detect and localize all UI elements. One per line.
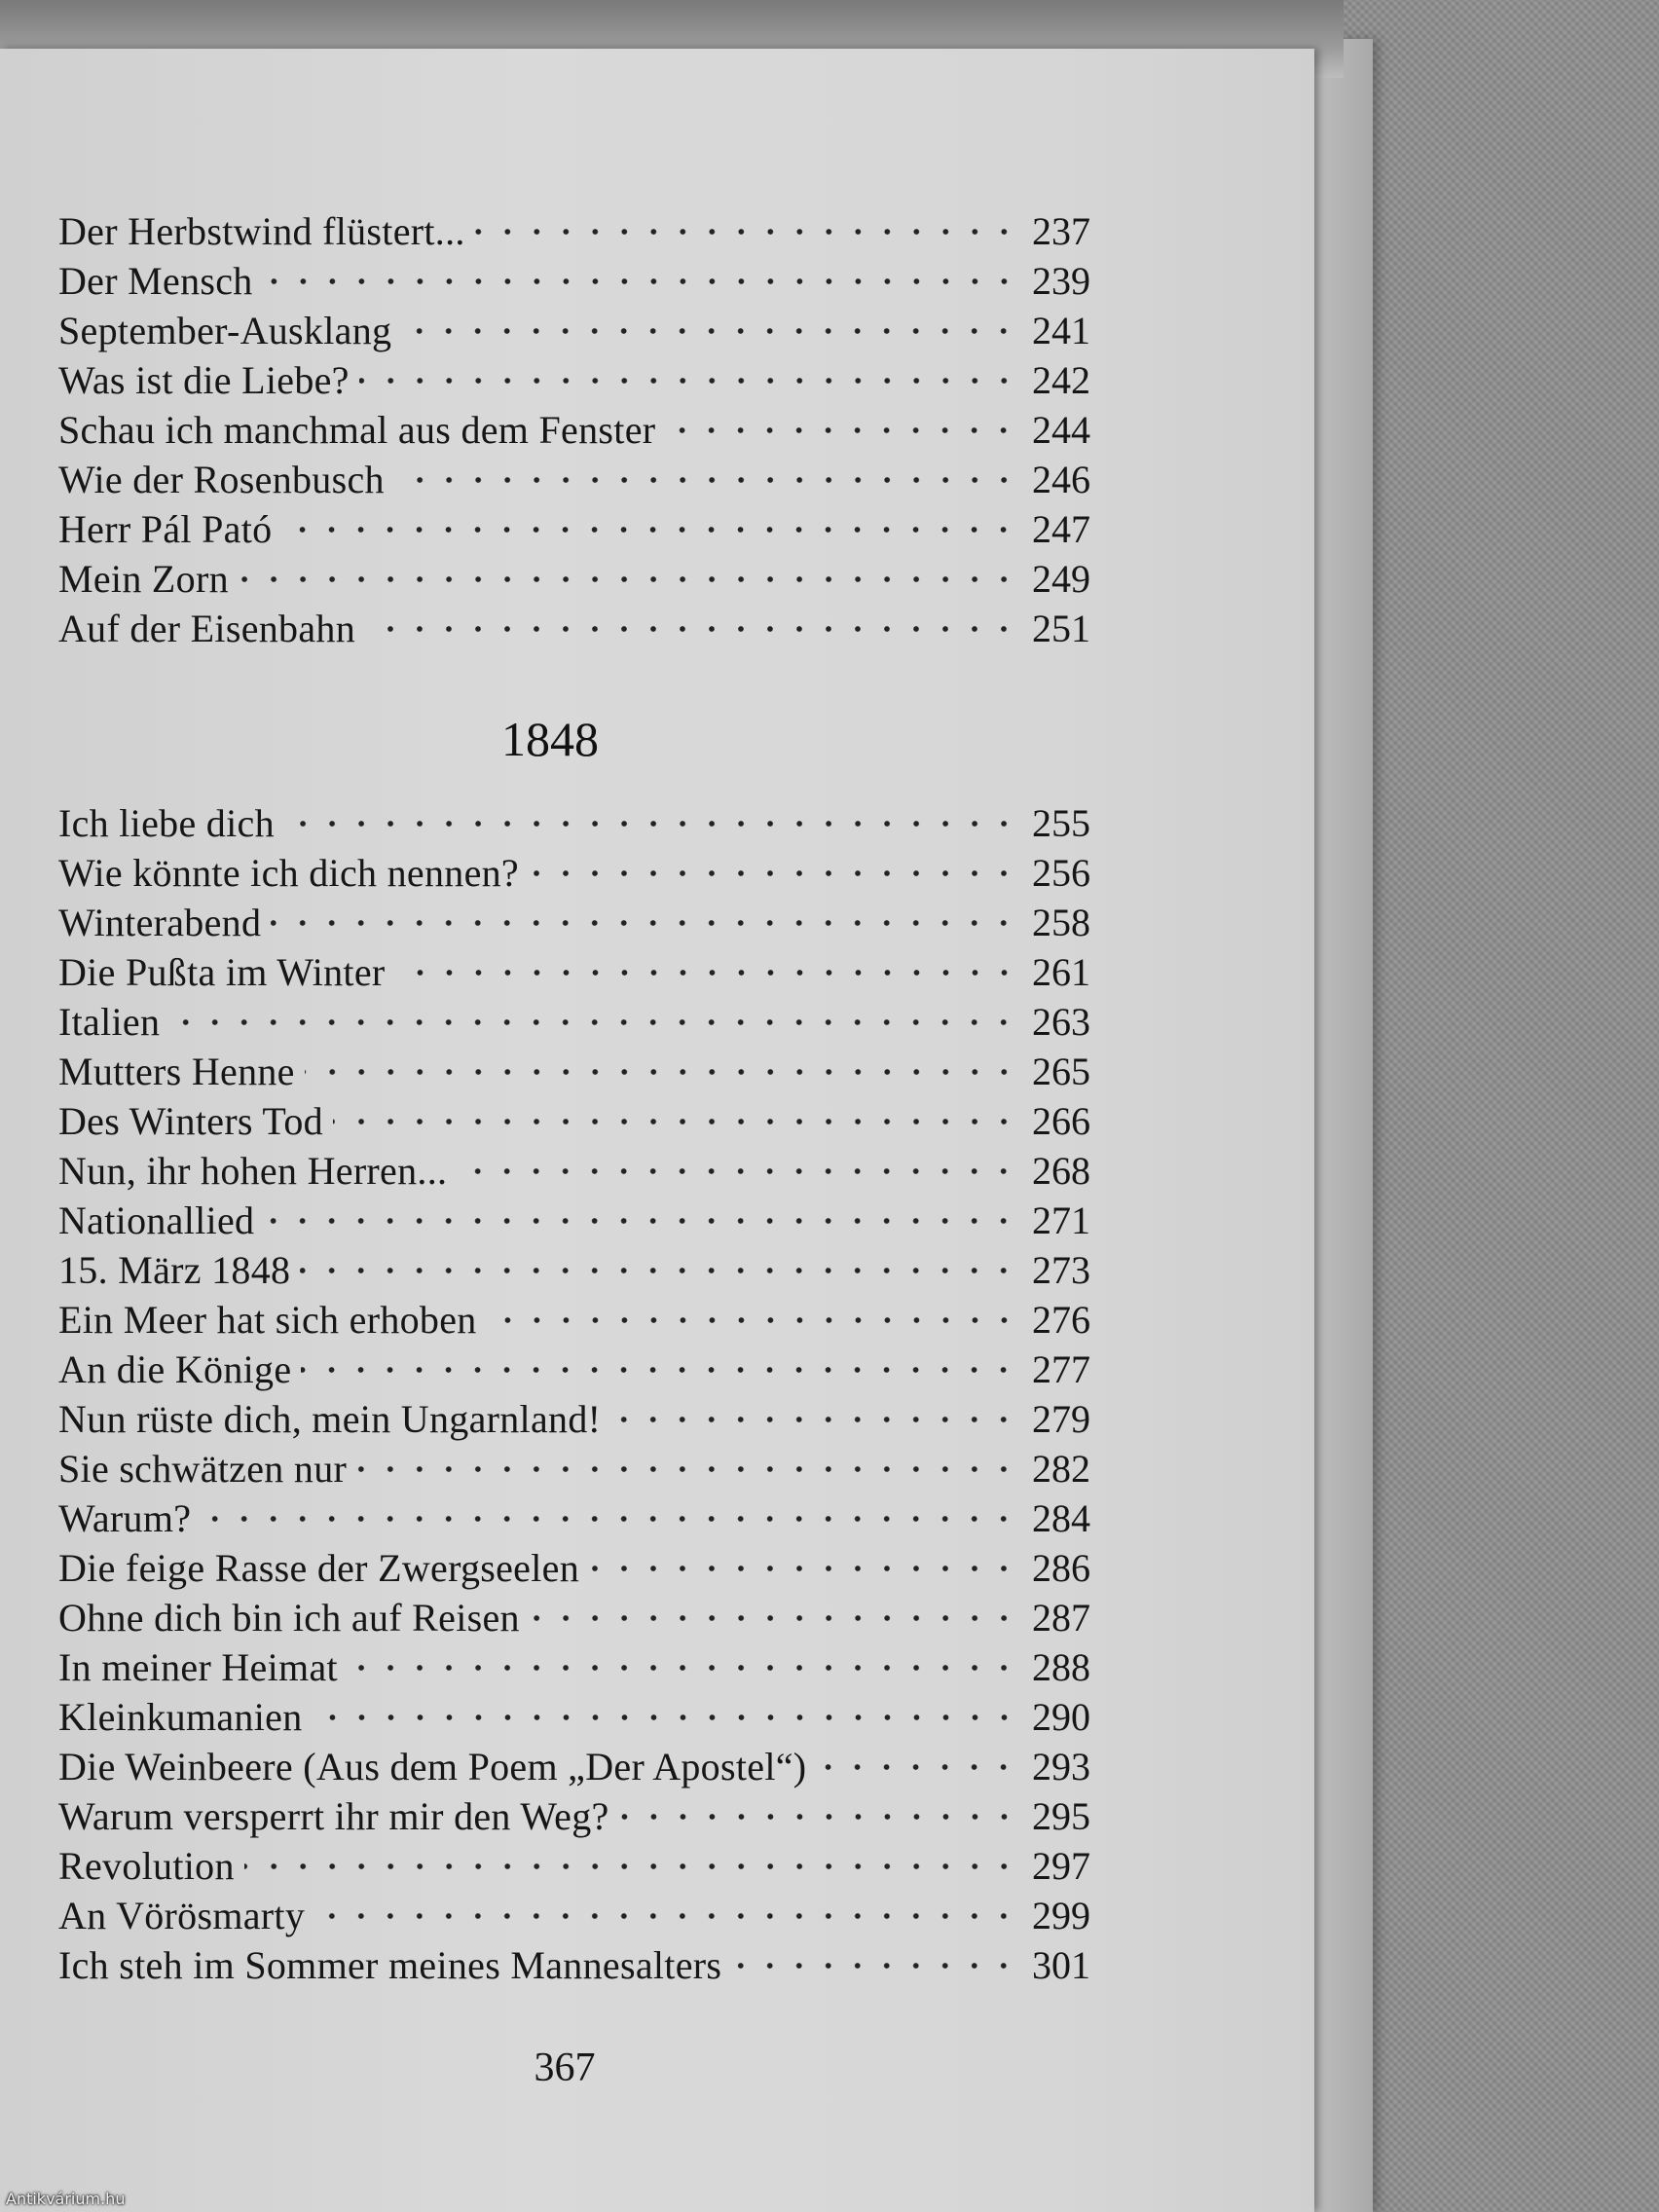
- toc-entry-page: 266: [1032, 1099, 1090, 1143]
- toc-list-before: [58, 206, 1090, 653]
- toc-entry-title: Der Herbstwind flüstert...: [58, 209, 465, 253]
- dot-leader: [665, 424, 1018, 437]
- dot-leader: [365, 622, 1018, 636]
- toc-entry-title: Nun, ihr hohen Herren...: [58, 1149, 448, 1193]
- toc-entry-page: 244: [1032, 408, 1090, 452]
- toc-entry-page: 268: [1032, 1149, 1090, 1193]
- toc-entry-page: 287: [1032, 1596, 1090, 1640]
- toc-entry: [58, 1543, 1090, 1593]
- toc-entry: [58, 504, 1090, 554]
- dot-leader: [284, 817, 1018, 830]
- toc-entry: [58, 848, 1090, 898]
- dot-leader: [589, 1562, 1018, 1575]
- toc-entry-title: Sie schwätzen nur: [58, 1447, 348, 1491]
- toc-entry: [58, 1196, 1090, 1245]
- page-number: 367: [534, 2046, 596, 2090]
- toc-entry-title: Italien: [58, 1000, 161, 1044]
- toc-entry: [58, 1742, 1090, 1791]
- toc-entry-title: Wie könnte ich dich nennen?: [58, 851, 519, 895]
- dot-leader: [301, 1363, 1018, 1377]
- toc-entry-title: Ohne dich bin ich auf Reisen: [58, 1596, 520, 1640]
- watermark-text: Antikvárium.hu: [6, 2190, 126, 2208]
- toc-entry-page: 301: [1032, 1943, 1090, 1987]
- toc-entry-title: 15. März 1848: [58, 1248, 291, 1292]
- toc-entry-title: Auf der Eisenbahn: [58, 607, 356, 650]
- toc-entry-page: 290: [1032, 1695, 1090, 1739]
- toc-entry-title: Ein Meer hat sich erhoben: [58, 1298, 477, 1342]
- dot-leader: [401, 324, 1018, 338]
- dot-leader: [264, 1214, 1018, 1228]
- toc-entry: [58, 405, 1090, 455]
- toc-entry: [58, 1841, 1090, 1891]
- toc-entry: [58, 1791, 1090, 1841]
- toc-entry: [58, 455, 1090, 504]
- toc-entry-title: Nun rüste dich, mein Ungarnland!: [58, 1397, 602, 1441]
- toc-entry: [58, 206, 1090, 256]
- toc-entry: [58, 798, 1090, 848]
- dot-leader: [356, 1462, 1018, 1476]
- toc-entry: [58, 947, 1090, 997]
- toc-entry-title: Revolution: [58, 1844, 235, 1888]
- dot-leader: [529, 866, 1018, 880]
- toc-entry-title: Mein Zorn: [58, 557, 229, 601]
- toc-entry-title: Warum versperrt ihr mir den Weg?: [58, 1794, 609, 1838]
- toc-entry-title: Ich liebe dich: [58, 801, 275, 845]
- toc-entry: [58, 306, 1090, 355]
- toc-list-1848: [58, 798, 1090, 1990]
- toc-entry: [58, 1940, 1090, 1990]
- dot-leader: [271, 916, 1018, 930]
- toc-entry-title: Herr Pál Pató: [58, 507, 273, 551]
- toc-entry-title: Die Weinbeere (Aus dem Poem „Der Apostel“): [58, 1745, 807, 1788]
- toc-entry-page: 237: [1032, 209, 1090, 253]
- dot-leader: [619, 1810, 1018, 1824]
- toc-entry-title: Der Mensch: [58, 259, 253, 303]
- toc-entry-page: 251: [1032, 607, 1090, 650]
- toc-entry-page: 299: [1032, 1894, 1090, 1937]
- toc-entry-page: 276: [1032, 1298, 1090, 1342]
- toc-entry: [58, 1394, 1090, 1444]
- dot-leader: [169, 1015, 1018, 1029]
- toc-entry-page: 286: [1032, 1546, 1090, 1590]
- dot-leader: [313, 1711, 1018, 1724]
- toc-entry-page: 249: [1032, 557, 1090, 601]
- dot-leader: [244, 1860, 1018, 1873]
- toc-entry: [58, 1245, 1090, 1295]
- toc-entry-title: An die Könige: [58, 1347, 292, 1391]
- toc-entry-title: Mutters Henne: [58, 1050, 295, 1093]
- dot-leader: [359, 374, 1018, 387]
- toc-entry: [58, 554, 1090, 604]
- dot-leader: [731, 1959, 1018, 1972]
- toc-entry-page: 295: [1032, 1794, 1090, 1838]
- toc-entry-page: 284: [1032, 1496, 1090, 1540]
- toc-entry: [58, 256, 1090, 306]
- dot-leader: [263, 275, 1018, 288]
- toc-entry-title: Winterabend: [58, 901, 262, 944]
- toc-entry-page: 271: [1032, 1198, 1090, 1242]
- dot-leader: [816, 1760, 1018, 1774]
- toc-entry-title: Ich steh im Sommer meines Mannesalters: [58, 1943, 722, 1987]
- toc-entry-page: 263: [1032, 1000, 1090, 1044]
- toc-entry-page: 258: [1032, 901, 1090, 944]
- toc-entry-title: An Vörösmarty: [58, 1894, 306, 1937]
- toc-entry-page: 261: [1032, 950, 1090, 994]
- toc-entry: [58, 1891, 1090, 1940]
- dot-leader: [300, 1264, 1018, 1277]
- toc-entry-page: 246: [1032, 458, 1090, 501]
- toc-entry: [58, 1493, 1090, 1543]
- toc-entry-page: 273: [1032, 1248, 1090, 1292]
- toc-entry: [58, 898, 1090, 947]
- toc-entry: [58, 1345, 1090, 1394]
- toc-entry-title: In meiner Heimat: [58, 1645, 338, 1689]
- toc-entry-title: Nationallied: [58, 1198, 255, 1242]
- toc-entry-page: 239: [1032, 259, 1090, 303]
- toc-entry: [58, 604, 1090, 653]
- toc-entry-title: Wie der Rosenbusch: [58, 458, 385, 501]
- dot-leader: [395, 966, 1018, 979]
- toc-entry-page: 279: [1032, 1397, 1090, 1441]
- dot-leader: [239, 572, 1018, 586]
- toc-entry-title: Warum?: [58, 1496, 192, 1540]
- toc-entry-page: 293: [1032, 1745, 1090, 1788]
- section-heading: 1848: [501, 712, 599, 766]
- dot-leader: [314, 1909, 1018, 1923]
- toc-entry-page: 247: [1032, 507, 1090, 551]
- toc-entry-page: 288: [1032, 1645, 1090, 1689]
- dot-leader: [281, 523, 1018, 536]
- dot-leader: [457, 1164, 1018, 1178]
- dot-leader: [305, 1065, 1018, 1079]
- toc-entry: [58, 1295, 1090, 1345]
- dot-leader: [487, 1313, 1018, 1327]
- toc-entry: [58, 355, 1090, 405]
- toc-entry: [58, 997, 1090, 1047]
- toc-entry-page: 265: [1032, 1050, 1090, 1093]
- dot-leader: [348, 1661, 1018, 1675]
- toc-entry-page: 256: [1032, 851, 1090, 895]
- dot-leader: [610, 1413, 1018, 1426]
- toc-entry: [58, 1047, 1090, 1096]
- dot-leader: [201, 1512, 1018, 1526]
- toc-entry: [58, 1692, 1090, 1742]
- toc-entry-title: Die feige Rasse der Zwergseelen: [58, 1546, 580, 1590]
- toc-entry-title: Was ist die Liebe?: [58, 358, 350, 402]
- dot-leader: [394, 473, 1018, 487]
- toc-entry: [58, 1593, 1090, 1642]
- dot-leader: [333, 1115, 1018, 1128]
- toc-entry: [58, 1096, 1090, 1146]
- toc-entry-title: Kleinkumanien: [58, 1695, 303, 1739]
- toc-entry-page: 255: [1032, 801, 1090, 845]
- toc-entry: [58, 1642, 1090, 1692]
- toc-entry-title: Schau ich manchmal aus dem Fenster: [58, 408, 656, 452]
- toc-entry-title: September-Ausklang: [58, 309, 392, 352]
- toc-entry-page: 242: [1032, 358, 1090, 402]
- dot-leader: [530, 1611, 1018, 1625]
- toc-entry-title: Die Pußta im Winter: [58, 950, 386, 994]
- dot-leader: [475, 225, 1018, 239]
- toc-entry: [58, 1444, 1090, 1493]
- toc-entry-page: 241: [1032, 309, 1090, 352]
- toc-entry-page: 282: [1032, 1447, 1090, 1491]
- toc-entry: [58, 1146, 1090, 1196]
- toc-entry-title: Des Winters Tod: [58, 1099, 323, 1143]
- toc-entry-page: 297: [1032, 1844, 1090, 1888]
- toc-entry-page: 277: [1032, 1347, 1090, 1391]
